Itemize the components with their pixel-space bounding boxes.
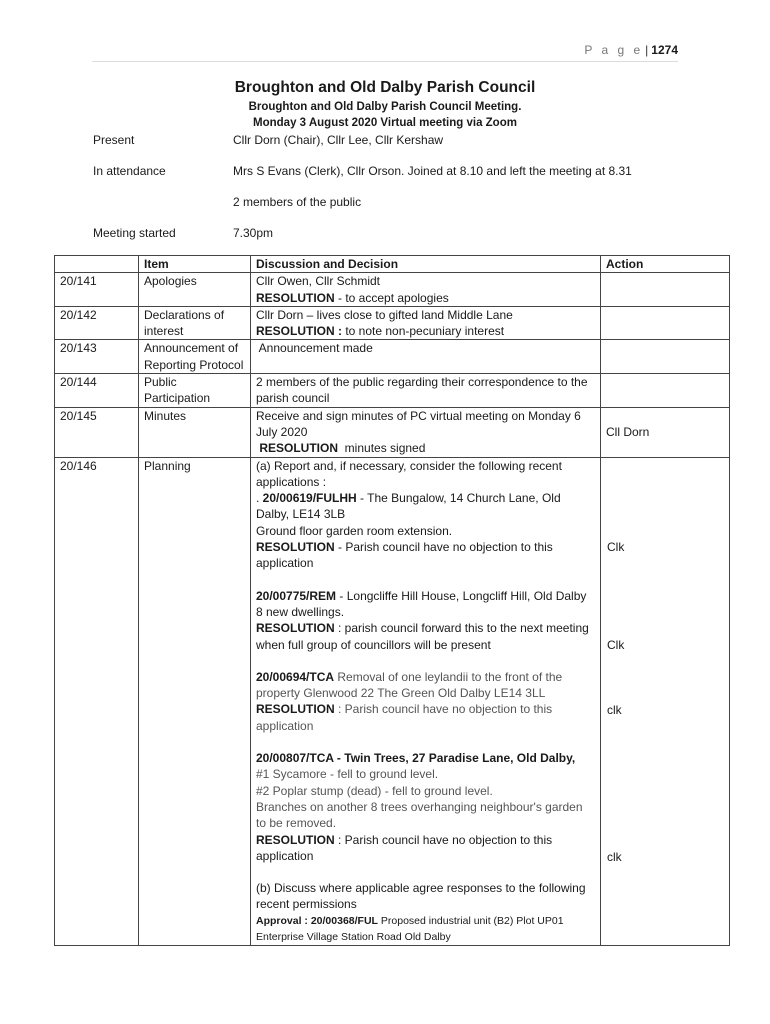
row-item: Planning bbox=[139, 457, 251, 946]
row-discussion bbox=[251, 374, 601, 408]
subtitle-date: Monday 3 August 2020 Virtual meeting via Zoom bbox=[253, 117, 517, 129]
row-action bbox=[601, 340, 730, 374]
row-ref: 20/145 bbox=[55, 407, 139, 457]
row-item: Minutes bbox=[139, 407, 251, 457]
application-desc: - Longcliffe Hill House, Longcliff Hill, Old Dalby 8 new dwellings. bbox=[256, 588, 587, 619]
resolution-text: : parish council forward this to the next meeting when full group of councillors will be present bbox=[256, 621, 589, 652]
page-label: P a g e bbox=[584, 43, 644, 57]
header-action: Action bbox=[601, 256, 730, 273]
action-text: Clk bbox=[607, 637, 625, 652]
table-header-row bbox=[55, 256, 730, 273]
row-item: Announcement of Reporting Protocol bbox=[139, 340, 251, 374]
resolution-text: : Parish council have no objection to this application bbox=[256, 702, 553, 733]
discussion-text: 2 members of the public regarding their correspondence to the parish council bbox=[256, 375, 588, 406]
header-divider bbox=[92, 61, 678, 62]
application-desc: Removal of one leylandii to the front of the property Glenwood 22 The Green Old Dalby LE14 3LL bbox=[256, 669, 563, 701]
row-discussion bbox=[251, 273, 601, 307]
present-value: Cllr Dorn (Chair), Cllr Lee, Cllr Kershaw bbox=[233, 133, 444, 147]
resolution bbox=[256, 539, 595, 572]
spacer bbox=[256, 864, 595, 880]
meeting-started-value: 7.30pm bbox=[233, 226, 274, 240]
row-action bbox=[601, 457, 730, 946]
row-ref: 20/144 bbox=[55, 374, 139, 408]
discussion-text: Cllr Dorn – lives close to gifted land Middle Lane bbox=[256, 307, 513, 322]
present-label: Present bbox=[93, 133, 135, 147]
resolution-label: RESOLUTION bbox=[256, 702, 335, 717]
subtitle-meeting: Broughton and Old Dalby Parish Council Meeting. bbox=[248, 101, 522, 113]
resolution bbox=[256, 440, 595, 456]
row-action bbox=[601, 374, 730, 408]
spacer bbox=[256, 572, 595, 588]
resolution bbox=[256, 323, 595, 339]
row-discussion bbox=[251, 306, 601, 340]
part-b-text: (b) Discuss where applicable agree responses to the following recent permissions bbox=[256, 881, 586, 912]
application-ref: 20/00694/TCA bbox=[256, 669, 335, 684]
header-item: Item bbox=[139, 256, 251, 273]
minutes-table bbox=[54, 255, 730, 946]
application-4-ref: 20/00807/TCA - Twin Trees, 27 Paradise Lane, Old Dalby, bbox=[256, 751, 576, 766]
action-text: clk bbox=[607, 702, 622, 717]
discussion-text: Cllr Owen, Cllr Schmidt bbox=[256, 274, 381, 289]
resolution-label: RESOLUTION bbox=[256, 540, 335, 555]
page-separator: | bbox=[645, 43, 649, 57]
spacer bbox=[256, 734, 595, 750]
application-4-line: #2 Poplar stump (dead) - fell to ground level. bbox=[256, 783, 493, 798]
table-row bbox=[55, 273, 730, 307]
resolution bbox=[256, 620, 595, 653]
action-text: clk bbox=[607, 849, 622, 864]
document-subtitle bbox=[0, 99, 770, 131]
header-discussion: Discussion and Decision bbox=[251, 256, 601, 273]
document-title: Broughton and Old Dalby Parish Council bbox=[234, 79, 536, 96]
row-ref: 20/143 bbox=[55, 340, 139, 374]
resolution-text: - Parish council have no objection to this application bbox=[256, 540, 553, 571]
header-ref bbox=[55, 256, 139, 273]
spacer bbox=[256, 653, 595, 669]
table-row bbox=[55, 306, 730, 340]
approval bbox=[256, 913, 595, 946]
row-ref: 20/142 bbox=[55, 306, 139, 340]
resolution-label: RESOLUTION bbox=[256, 441, 339, 456]
application-4-line: #1 Sycamore - fell to ground level. bbox=[256, 767, 439, 782]
action-text: Clk bbox=[607, 539, 625, 554]
resolution-text: to note non-pecuniary interest bbox=[342, 324, 505, 339]
row-discussion bbox=[251, 457, 601, 946]
approval-text: Proposed industrial unit (B2) Plot UP01 Enterprise Village Station Road Old Dalby bbox=[256, 914, 564, 943]
application-3 bbox=[256, 669, 595, 702]
approval-label: Approval : 20/00368/FUL bbox=[256, 914, 378, 927]
row-ref: 20/141 bbox=[55, 273, 139, 307]
row-item: Public Participation bbox=[139, 374, 251, 408]
page-header bbox=[0, 43, 678, 57]
application-1 bbox=[256, 490, 595, 523]
app-prefix: . bbox=[256, 491, 263, 506]
resolution-text: : Parish council have no objection to this application bbox=[256, 832, 553, 863]
action-text: Cll Dorn bbox=[606, 424, 650, 439]
row-action bbox=[601, 306, 730, 340]
table-row bbox=[55, 457, 730, 946]
resolution-text: minutes signed bbox=[338, 441, 426, 456]
resolution-text: - to accept apologies bbox=[334, 290, 449, 305]
attendance-public: 2 members of the public bbox=[233, 195, 362, 209]
resolution-label: RESOLUTION bbox=[256, 290, 335, 305]
resolution-label: RESOLUTION bbox=[256, 832, 335, 847]
application-ref: 20/00775/REM bbox=[256, 588, 337, 603]
resolution-label: RESOLUTION bbox=[256, 621, 335, 636]
table-row bbox=[55, 374, 730, 408]
page-number: 1274 bbox=[651, 43, 678, 57]
application-detail: Ground floor garden room extension. bbox=[256, 523, 453, 538]
row-action bbox=[601, 273, 730, 307]
row-ref: 20/146 bbox=[55, 457, 139, 946]
planning-intro: (a) Report and, if necessary, consider the following recent applications : bbox=[256, 458, 562, 489]
application-4-line: Branches on another 8 trees overhanging neighbour's garden to be removed. bbox=[256, 799, 583, 831]
discussion-text: Receive and sign minutes of PC virtual meeting on Monday 6 July 2020 bbox=[256, 408, 581, 439]
row-action bbox=[601, 407, 730, 457]
application-2 bbox=[256, 588, 595, 621]
attendance-label: In attendance bbox=[93, 164, 166, 178]
table-row bbox=[55, 407, 730, 457]
row-discussion bbox=[251, 407, 601, 457]
discussion-text: Announcement made bbox=[256, 341, 373, 356]
attendance-value: Mrs S Evans (Clerk), Cllr Orson. Joined at 8.10 and left the meeting at 8.31 bbox=[233, 164, 632, 178]
application-ref: 20/00619/FULHH bbox=[262, 491, 357, 506]
row-discussion bbox=[251, 340, 601, 374]
row-item: Declarations of interest bbox=[139, 306, 251, 340]
application-desc: - The Bungalow, 14 Church Lane, Old Dalby, LE14 3LB bbox=[256, 491, 561, 522]
meeting-started-label: Meeting started bbox=[93, 226, 176, 240]
resolution bbox=[256, 290, 595, 306]
resolution-label: RESOLUTION : bbox=[256, 324, 342, 339]
resolution bbox=[256, 832, 595, 865]
row-item: Apologies bbox=[139, 273, 251, 307]
table-row bbox=[55, 340, 730, 374]
resolution bbox=[256, 701, 595, 734]
